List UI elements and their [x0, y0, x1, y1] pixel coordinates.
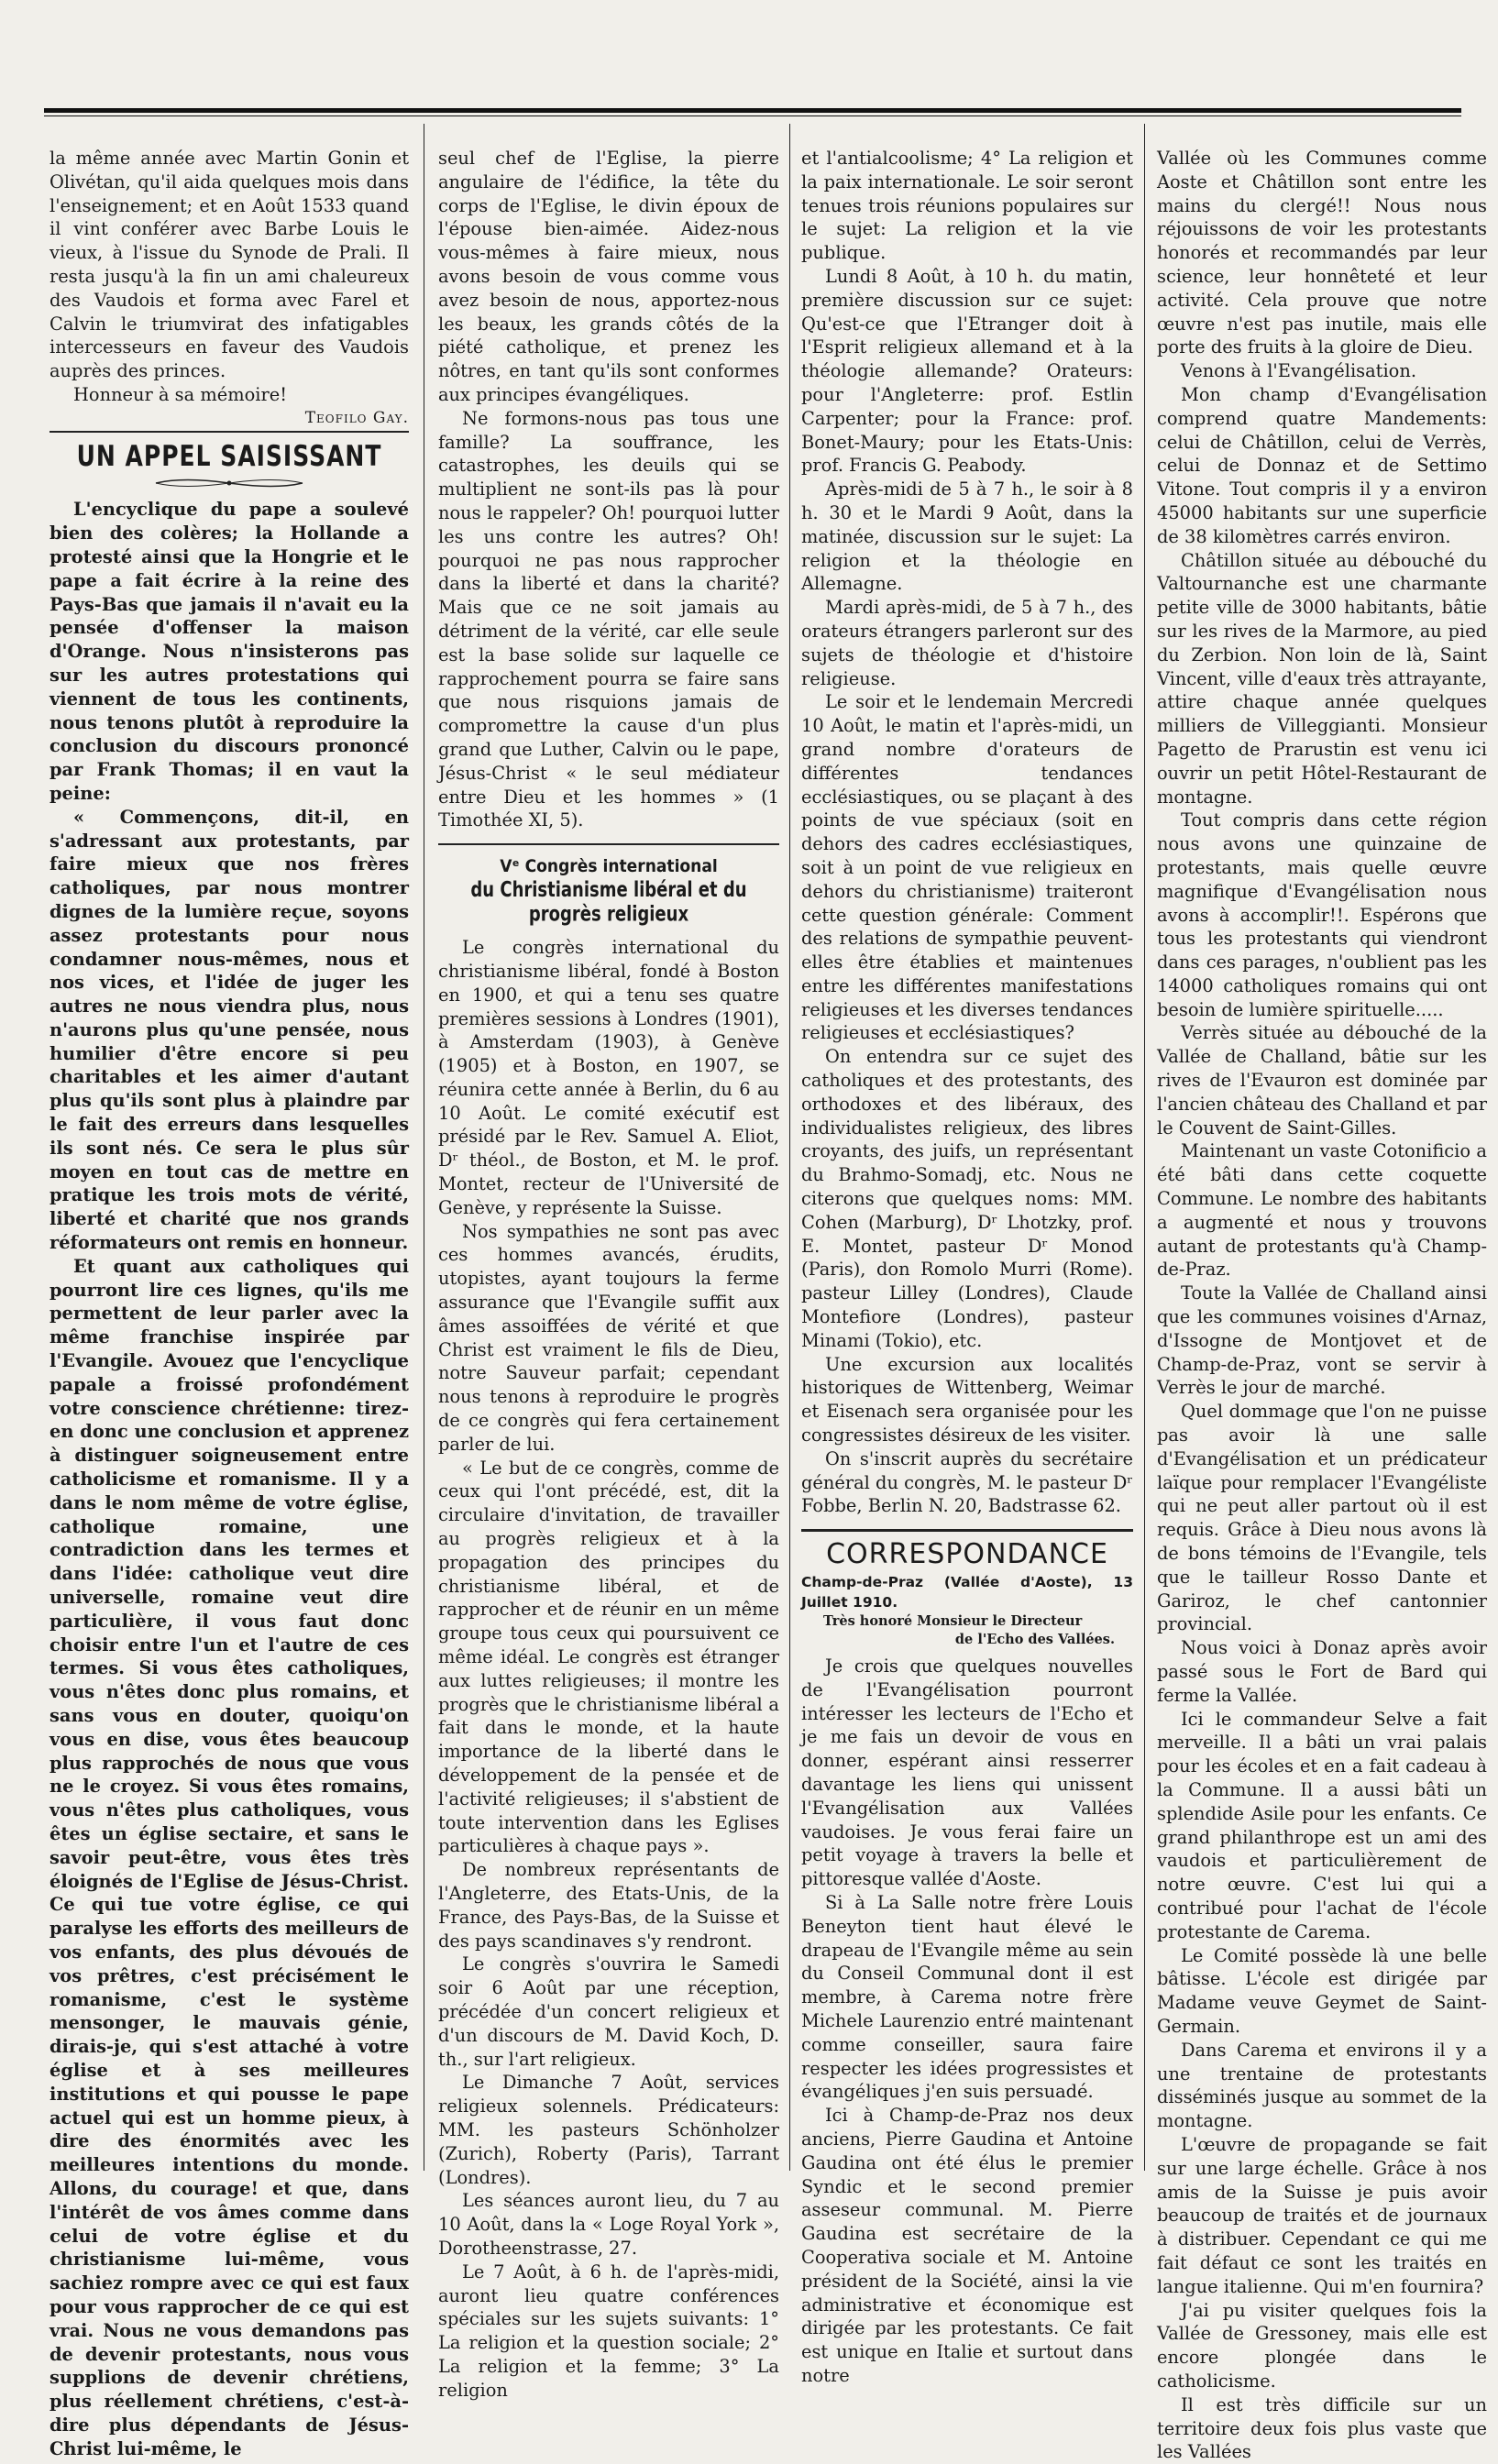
- paragraph: « Le but de ce congrès, comme de ceux qui l'ont précédé, est, dit la circulaire d'invitation, de travailler au progrès religieux et à la propagation des principes du christianisme libéral, et de rapprocher et de réunir en un même groupe tous ceux qui poursuivent ce même idéal. Le congrès est étranger aux luttes religieuses; il montre les progrès que le christianisme libéral a fait dans le monde, et la haute importance de la liberté dans le développement de la pensée et de l'activité religieuses; il s'abstient de toute intervention dans les Eglises particulières à chaque pays ».: [438, 1457, 779, 1857]
- column-rule: [789, 124, 790, 2171]
- letter-body-continued: [1157, 147, 1487, 2464]
- paragraph: Le congrès s'ouvrira le Samedi soir 6 Août par une réception, précédée d'un concert religieux et d'un discours de M. David Koch, D. th., sur l'art religieux.: [438, 1953, 779, 2070]
- column-2: [438, 147, 779, 2401]
- divider: [438, 843, 779, 845]
- paragraph: Vallée où les Communes comme Aoste et Châtillon sont entre les mains du clergé!! Nous nous réjouissons de voir les protestants honorés et recommandés par leur science, leur honnêteté et leur activité. Cela prouve que notre œuvre n'est pas inutile, mais elle porte des fruits à la gloire de Dieu.: [1157, 148, 1487, 358]
- paragraph: Venons à l'Evangélisation.: [1181, 360, 1417, 382]
- column-3: [801, 147, 1133, 2386]
- paragraph: Le congrès international du christianisme libéral, fondé à Boston en 1900, et qui a tenu ses quatre premières sessions à Londres (1901), à Amsterdam (1903), à Genève (1905) et à Boston, en 1907, se réunira cette année à Berlin, du 6 au 10 Août. Le comité exécutif est présidé par le Rev. Samuel A. Eliot, Dʳ théol., de Boston, et M. le prof. Montet, recteur de l'Université de Genève, y représente la Suisse.: [438, 937, 779, 1218]
- paragraph: Le Comité possède là une belle bâtisse. L'école est dirigée par Madame veuve Geymet de Saint-Germain.: [1157, 1944, 1487, 2037]
- paragraph: Verrès située au débouché de la Vallée de Challand, bâtie sur les rives de l'Evauron est dominée par l'ancien château des Challand et par le Couvent de Saint-Gilles.: [1157, 1022, 1487, 1138]
- paragraph: De nombreux représentants de l'Angleterre, des Etats-Unis, de la France, des Pays-Bas, de la Suisse et des pays scandinaves s'y rendront.: [438, 1859, 779, 1952]
- flourish-ornament: [50, 472, 409, 485]
- congress-article: [438, 936, 779, 2402]
- letter-body: [801, 1655, 1133, 2388]
- paragraph: Si à La Salle notre frère Louis Beneyton tient haut élevé le drapeau de l'Evangile même au sein du Conseil Communal dont il est membre, à Carema notre frère Michele Laurenzio entré maintenant comme conseiller, saura faire respecter les idées progressistes et évangéliques j'en suis persuadé.: [801, 1891, 1133, 2103]
- paragraph: Le 7 Août, à 6 h. de l'après-midi, auront lieu quatre conférences spéciales sur les sujets suivants: 1° La religion et la question sociale; 2° La religion et la femme; 3° La religion: [438, 2260, 779, 2401]
- paragraph: J'ai pu visiter quelques fois la Vallée de Gressoney, mais elle est encore plongée dans le catholicisme.: [1157, 2299, 1487, 2392]
- divider: [801, 1529, 1133, 1532]
- paragraph: Tout compris dans cette région nous avons une quinzaine de protestants, mais quelle œuvre magnifique d'Evangélisation nous avons à accomplir!!. Espérons que tous les protestants qui viendront dans ces parages, n'oublient pas les 14000 catholiques romains qui ont besoin de lumière spirituelle.....: [1157, 809, 1487, 1020]
- congress-heading: [438, 856, 779, 927]
- column-1: [50, 147, 409, 2459]
- paragraph: Quel dommage que l'on ne puisse pas avoir là une salle d'Evangélisation et un prédicateur laïque pour remplacer l'Evangéliste qui ne peut aller partout où il est requis. Grâce à Dieu nous avons là de bons témoins de l'Evangile, tels que le tailleur Rosso Dante et Gariroz, le chef cantonnier provincial.: [1157, 1401, 1487, 1635]
- congress-heading-line2: du Christianisme libéral et du progrès religieux: [470, 876, 747, 927]
- paragraph: Après-midi de 5 à 7 h., le soir à 8 h. 30 et le Mardi 9 Août, dans la matinée, discussion sur le sujet: La religion et la théologie en Allemagne.: [801, 478, 1133, 595]
- paragraph: Ne formons-nous pas tous une famille? La souffrance, les catastrophes, les deuils qui se multiplient ne sont-ils pas là pour nous le rappeler? Oh! pourquoi lutter les uns contre les autres? Oh! pourquoi ne pas nous rapprocher dans la liberté et dans la charité? Mais que ce ne soit jamais au détriment de la vérité, car elle seule est la base solide sur laquelle ce rapprochement pourra se faire sans que nous risquions jamais de compromettre la cause d'un plus grand que Luther, Calvin ou le pape, Jésus-Christ « le seul médiateur entre Dieu et les hommes » (1 Timothée XI, 5).: [438, 407, 779, 831]
- quote-paragraph: Et quant aux catholiques qui pourront lire ces lignes, qu'ils me permettent de leur parler avec la même franchise inspirée par l'Evangile. Avouez que l'encyclique papale a froissé profondément votre conscience chrétienne: tirez-en donc une conclusion et apprenez à distinguer soigneusement entre catholicisme et romanisme. Il y a dans le nom même de votre église, catholique romaine, une contradiction dans les termes et dans l'idée: catholique veut dire universelle, romaine veut dire particulière, il vous faut donc choisir entre l'un et l'autre de ces termes. Si vous êtes catholiques, vous n'êtes donc plus romains, et sans vous en douter, quoiqu'on vous en dise, vous êtes beaucoup plus rapprochés de nous que vous ne le croyez. Si vous êtes romains, vous n'êtes plus catholiques, vous êtes un église sectaire, et sans le savoir peut-être, vous êtes très éloignés de l'Eglise de Jésus-Christ. Ce qui tue votre église, ce qui paralyse les efforts des meilleurs de vos enfants, des plus dévoués de vos prêtres, c'est précisément le romanisme, c'est le système mensonger, le mauvais génie, dirais-je, qui s'est attaché à votre église et à ses meilleures institutions et qui pousse le pape actuel qui est un homme pieux, à dire des énormités avec les meilleures intentions du monde. Allons, du courage! et que, dans l'intérêt de vos âmes comme dans celui de votre église et du christianisme lui-même, vous sachiez rompre avec ce qui est faux pour vous rapprocher de ce qui est vrai. Nous ne vous demandons pas de devenir protestants, nous vous supplions de devenir chrétiens, plus réellement chrétiens, c'est-à-dire plus dépendants de Jésus-Christ lui-même, le: [50, 1255, 409, 2459]
- quote-paragraph: « Commençons, dit-il, en s'adressant aux protestants, par faire mieux que nos frères catholiques, par nous montrer dignes de la lumière reçue, soyons assez protestants pour nous condamner nous-mêmes, nous et nos vices, et l'idée de juger les autres ne nous viendra plus, nous n'aurons plus qu'une pensée, nous humilier d'être encore si peu charitables et les aimer d'autant plus qu'ils sont plus à plaindre par le fait des erreurs dans lesquelles ils sont nés. Ce sera le plus sûr moyen en tout cas de mettre en pratique les trois mots de vérité, liberté et charité que nos grands réformateurs ont remis en honneur.: [50, 806, 409, 1254]
- letter-dateline: Champ-de-Praz (Vallée d'Aoste), 13 Juillet 1910.: [801, 1574, 1133, 1612]
- paragraph: Nos sympathies ne sont pas avec ces hommes avancés, érudits, utopistes, ayant toujours la ferme assurance que l'Evangile suffit aux âmes assoiffées de vérité et que Christ est vraiment le fils de Dieu, notre Sauveur parfait; cependant nous tenons à reproduire le progrès de ce congrès qui fera certainement parler de lui.: [438, 1220, 779, 1455]
- correspondance-heading: CORRESPONDANCE: [826, 1538, 1108, 1571]
- letter-salutation-2: de l'Echo des Vallées.: [954, 1632, 1115, 1648]
- paragraph: Honneur à sa mémoire!: [73, 383, 288, 405]
- paragraph: Châtillon située au débouché du Valtournanche est une charmante petite ville de 3000 habitants, bâtie sur les rives de la Marmore, au pied du Zerbion. Non loin de là, Saint Vincent, ville d'eaux très attrayante, attire chaque année quelques milliers de Villeggianti. Monsieur Pagetto de Prarustin est venu ici ouvrir un petit Hôtel-Restaurant de montagne.: [1157, 549, 1487, 808]
- paragraph: Dans Carema et environs il y a une trentaine de protestants disséminés jusque au sommet de la montagne.: [1157, 2039, 1487, 2132]
- congress-heading-line1: Vᵉ Congrès international: [500, 856, 718, 877]
- paragraph: Maintenant un vaste Cotonificio a été bâti dans cette coquette Commune. Le nombre des habitants a augmenté et nous y trouvons autant de protestants qu'à Champ-de-Praz.: [1157, 1140, 1487, 1281]
- paragraph: Les séances auront lieu, du 7 au 10 Août, dans la « Loge Royal York », Dorotheenstrasse, 27.: [438, 2190, 779, 2259]
- paragraph: Ici à Champ-de-Praz nos deux anciens, Pierre Gaudina et Antoine Gaudina ont été élus le premier Syndic et le second premier asseseur communal. M. Pierre Gaudina est secrétaire de la Cooperativa sociale et M. Antoine président de la Société, ainsi la vie administrative et économique est dirigée par les protestants. Ce fait est unique en Italie et surtout dans notre: [801, 2105, 1133, 2386]
- column-rule: [1144, 124, 1145, 2171]
- article-intro: L'encyclique du pape a soulevé bien des colères; la Hollande a protesté ainsi que la Hongrie et le pape a fait écrire à la reine des Pays-Bas que jamais il n'avait eu la pensée d'offenser la maison d'Orange. Nous n'insisterons pas sur les autres protestations qui viennent de tous les continents, nous tenons plutôt à reproduire la conclusion du discours prononcé par Frank Thomas; il en vaut la peine:: [50, 499, 409, 804]
- paragraph: Toute la Vallée de Challand ainsi que les communes voisines d'Arnaz, d'Issogne de Montjovet et de Champ-de-Praz, vont se servir à Verrès le jour de marché.: [1157, 1282, 1487, 1399]
- article-heading: UN APPEL SAISISSANT: [76, 438, 382, 473]
- paragraph: seul chef de l'Eglise, la pierre angulaire de l'édifice, la tête du corps de l'Eglise, le divin époux de l'épouse bien-aimée. Aidez-nous vous-mêmes à faire mieux, nous avons besoin de vous comme vous avez besoin de nous, apportez-nous les beaux, les grands côtés de la piété catholique, et prenez les nôtres, en tant qu'ils sont conformes aux principes évangéliques.: [438, 148, 779, 405]
- paragraph: L'œuvre de propagande se fait sur une large échelle. Grâce à nos amis de la Suisse je puis avoir beaucoup de traités et de journaux à distribuer. Cependant ce qui me fait défaut ce sont les traités en langue italienne. Qui m'en fournira?: [1157, 2133, 1487, 2297]
- congress-article-continued: [801, 147, 1133, 1518]
- paragraph: Le Dimanche 7 Août, services religieux solennels. Prédicateurs: MM. les pasteurs Schönholzer (Zurich), Roberty (Paris), Tarrant (Londres).: [438, 2072, 779, 2188]
- paragraph: Mardi après-midi, de 5 à 7 h., des orateurs étrangers parleront sur des sujets de théologie et d'histoire religieuse.: [801, 597, 1133, 689]
- paragraph: Ici le commandeur Selve a fait merveille. Il a bâti un vrai palais pour les écoles et en a fait cadeau à la Commune. Il a aussi bâti un splendide Asile pour les enfants. Ce grand philanthrope est un ami des vaudois et particulièrement de notre œuvre. C'est lui qui a contribué pour l'achat de l'école protestante de Carema.: [1157, 1708, 1487, 1942]
- paragraph: Il est très difficile sur un territoire deux fois plus vaste que les Vallées: [1157, 2393, 1487, 2463]
- paragraph: Nous voici à Donaz après avoir passé sous le Fort de Bard qui ferme la Vallée.: [1157, 1637, 1487, 1706]
- top-rule: [44, 108, 1461, 116]
- paragraph: On s'inscrit auprès du secrétaire général du congrès, M. le pasteur Dʳ Fobbe, Berlin N. 20, Badstrasse 62.: [801, 1447, 1133, 1517]
- paragraph: la même année avec Martin Gonin et Olivétan, qu'il aida quelques mois dans l'enseignement; et en Août 1533 quand il vint conférer avec Barbe Louis le vieux, à l'issue du Synode de Prali. Il resta jusqu'à la fin un ami chaleureux des Vaudois et forma avec Farel et Calvin le triumvirat des infatigables intercesseurs en faveur des Vaudois auprès des princes.: [50, 148, 409, 382]
- letter-salutation: Très honoré Monsieur le Directeur: [823, 1613, 1083, 1630]
- paragraph: Lundi 8 Août, à 10 h. du matin, première discussion sur ce sujet: Qu'est-ce que l'Etranger doit à l'Esprit religieux allemand et à la théologie allemande? Orateurs: pour l'Angleterre: prof. Estlin Carpenter; pour la France: prof. Bonet-Maury; pour les Etats-Unis: prof. Francis G. Peabody.: [801, 265, 1133, 477]
- previous-article-end: [50, 147, 409, 407]
- column-4: [1157, 147, 1487, 2463]
- paragraph: Je crois que quelques nouvelles de l'Evangélisation pourront intéresser les lecteurs de l'Echo et je me fais un devoir de vous en donner, espérant ainsi resserrer davantage les liens qui unissent l'Evangélisation aux Vallées vaudoises. Je vous ferai faire un petit voyage à travers la belle et pittoresque vallée d'Aoste.: [801, 1656, 1133, 1890]
- paragraph: Mon champ d'Evangélisation comprend quatre Mandements: celui de Châtillon, celui de Verrès, celui de Donnaz et de Settimo Vitone. Tout compris il y a environ 45000 habitants sur une superficie de 38 kilomètres carrés environ.: [1157, 383, 1487, 547]
- paragraph: et l'antialcoolisme; 4° La religion et la paix internationale. Le soir seront tenues trois réunions populaires sur le sujet: La religion et la vie publique.: [801, 148, 1133, 264]
- paragraph: On entendra sur ce sujet des catholiques et des protestants, des orthodoxes et des libéraux, des individualistes religieux, des libres croyants, des juifs, un représentant du Brahmo-Somadj, etc. Nous ne citerons que quelques noms: MM. Cohen (Marburg), Dʳ Lhotzky, prof. E. Montet, pasteur Dʳ Monod (Paris), don Romolo Murri (Rome). pasteur Lilley (Londres), Claude Montefiore (Londres), pasteur Minami (Tokio), etc.: [801, 1046, 1133, 1351]
- paragraph: Le soir et le lendemain Mercredi 10 Août, le matin et l'après-midi, un grand nombre d'orateurs de différentes tendances ecclésiastiques, ou se plaçant à des points de vue spéciaux (soit en dehors des cadres ecclésiastiques, soit à un point de vue religieux en dehors du christianisme) traiteront cette question générale: Comment des relations de sympathie peuvent-elles être établies et maintenues entre les différentes manifestations religieuses et les diverses tendances religieuses et ecclésiastiques?: [801, 691, 1133, 1044]
- signature: Teofilo Gay.: [304, 408, 409, 427]
- paragraph: Une excursion aux localités historiques de Wittenberg, Weimar et Eisenach sera organisée pour les congressistes désireux de les visiter.: [801, 1353, 1133, 1446]
